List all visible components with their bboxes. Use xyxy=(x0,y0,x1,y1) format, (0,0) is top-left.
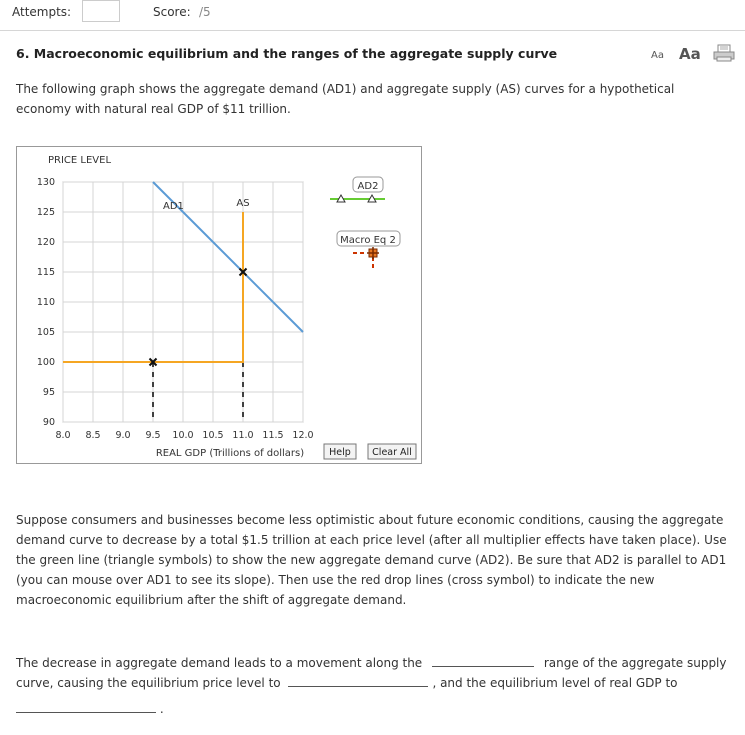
x-axis-title: REAL GDP (Trillions of dollars) xyxy=(155,448,305,459)
x-tick-label: 8.5 xyxy=(85,430,101,441)
y-tick-label: 105 xyxy=(36,327,55,338)
score-value: /5 xyxy=(199,5,211,19)
ad2-tool[interactable] xyxy=(330,177,385,202)
answer-text-1: The decrease in aggregate demand leads to a movement along the xyxy=(16,656,423,670)
ad2-tool-label: AD2 xyxy=(357,181,379,192)
x-tick-label: 11.0 xyxy=(232,430,254,441)
y-tick-label: 125 xyxy=(36,207,55,218)
y-tick-label: 100 xyxy=(36,357,55,368)
x-tick-label: 10.0 xyxy=(172,430,194,441)
top-bar xyxy=(0,0,745,26)
answer-block xyxy=(16,653,732,719)
y-tick-label: 130 xyxy=(36,177,55,188)
y-tick-label: 95 xyxy=(42,387,55,398)
real-gdp-dropdown[interactable] xyxy=(16,699,156,713)
ad1-label: AD1 xyxy=(163,201,184,212)
intro-text: The following graph shows the aggregate demand (AD1) and aggregate supply (AS) curves for a hypothetical economy with natural real GDP of $11 trillion. xyxy=(16,82,675,116)
y-tick-label: 120 xyxy=(36,237,55,248)
y-tick-label: 115 xyxy=(36,267,55,278)
clear-all-button-label: Clear All xyxy=(372,447,412,458)
answer-text-3: , and the equilibrium level of real GDP to xyxy=(432,676,678,690)
answer-text-2: range of the aggregate supply curve, causing the equilibrium price level to xyxy=(16,656,727,690)
header-divider xyxy=(0,30,745,31)
answer-text-4: . xyxy=(159,702,164,716)
cross-icon[interactable] xyxy=(367,247,379,259)
x-tick-label: 12.0 xyxy=(292,430,314,441)
attempts-box xyxy=(82,0,120,22)
x-tick-label: 9.5 xyxy=(145,430,161,441)
x-tick-label: 8.0 xyxy=(55,430,71,441)
y-tick-label: 90 xyxy=(42,417,55,428)
price-level-dropdown[interactable] xyxy=(288,673,428,687)
x-tick-label: 10.5 xyxy=(202,430,224,441)
clear-all-button[interactable] xyxy=(368,444,416,459)
attempts-label: Attempts: xyxy=(12,5,72,19)
font-size-large-button[interactable]: Aa xyxy=(679,45,701,63)
print-icon[interactable] xyxy=(713,44,735,62)
graph-panel xyxy=(16,146,422,464)
font-size-small-button[interactable]: Aa xyxy=(651,50,664,61)
macro-eq-tool-label: Macro Eq 2 xyxy=(340,235,396,246)
y-axis-title: PRICE LEVEL xyxy=(48,155,112,166)
help-button-label: Help xyxy=(329,447,351,458)
x-tick-label: 11.5 xyxy=(262,430,284,441)
score-label: Score: xyxy=(153,5,191,19)
help-button[interactable] xyxy=(324,444,356,459)
question-title: 6. Macroeconomic equilibrium and the ranges of the aggregate supply curve xyxy=(16,46,558,61)
macro-eq-tool[interactable] xyxy=(337,231,400,269)
scenario-text: Suppose consumers and businesses become less optimistic about future economic conditions, causing the aggregate demand curve to decrease by a total $1.5 trillion at each price level (after all multiplier effects have taken place). Use the green line (triangle symbols) to show the new aggregate demand curve (AD2). Be sure that AD2 is parallel to AD1 (you can mouse over AD1 to see its slope). Then use the red drop lines (cross symbol) to indicate the new macroeconomic equilibrium after the shift of aggregate demand. xyxy=(16,513,727,607)
supply-range-dropdown[interactable] xyxy=(432,653,534,667)
aggregate-chart xyxy=(17,147,421,463)
x-tick-label: 9.0 xyxy=(115,430,131,441)
y-tick-label: 110 xyxy=(36,297,55,308)
as-label: AS xyxy=(236,198,250,209)
